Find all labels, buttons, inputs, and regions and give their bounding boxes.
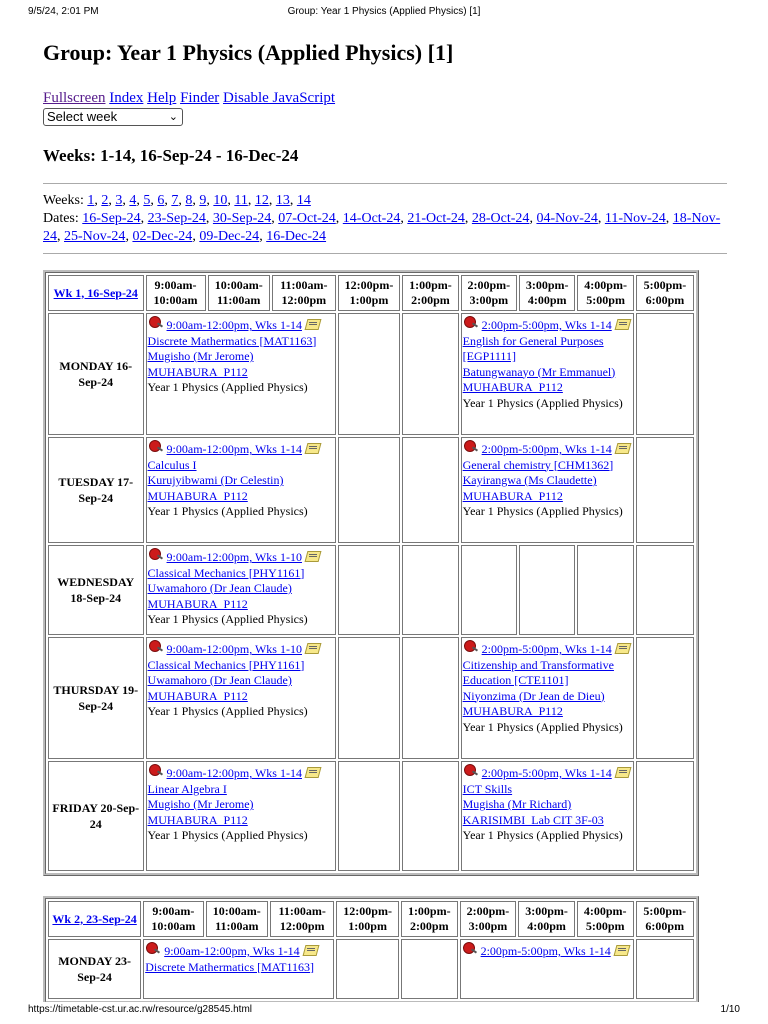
- course-link[interactable]: Discrete Mathermatics [MAT1163]: [145, 959, 315, 974]
- event-course: [463, 658, 632, 689]
- time-slot-header: [636, 901, 694, 937]
- empty-slot: [401, 939, 458, 999]
- event-group: Year 1 Physics (Applied Physics): [462, 395, 623, 410]
- week-select[interactable]: [43, 108, 183, 126]
- timetable-week-1: [43, 270, 699, 876]
- day-row: [48, 437, 694, 543]
- room-link[interactable]: MUHABURA_P112: [147, 364, 248, 379]
- time-slot-start: 12:00pm-: [344, 278, 394, 292]
- empty-slot: [636, 939, 694, 999]
- lecturer-link[interactable]: Mugisha (Mr Richard): [462, 797, 572, 811]
- header-row: [48, 275, 694, 311]
- event-room-line: [463, 380, 632, 396]
- week-link[interactable]: 7: [171, 193, 179, 208]
- time-slot-start: 2:00pm-: [466, 904, 510, 918]
- week-link[interactable]: 11: [234, 193, 248, 208]
- room-link[interactable]: MUHABURA_P112: [147, 488, 248, 503]
- empty-slot: [519, 545, 575, 635]
- print-footer: [0, 1002, 768, 1024]
- date-link[interactable]: 25-Nov-24: [64, 229, 126, 244]
- week-link[interactable]: 9: [199, 193, 207, 208]
- empty-slot: [636, 437, 694, 543]
- print-header: [0, 0, 768, 20]
- event-room-line: [463, 489, 632, 505]
- print-datetime: 9/5/24, 2:01 PM: [28, 6, 99, 17]
- event-group: Year 1 Physics (Applied Physics): [147, 828, 308, 842]
- day-label: WEDNESDAY 18-Sep-24: [48, 545, 144, 635]
- print-url: https://timetable-cst.ur.ac.rw/resource/g28545.html: [28, 1004, 252, 1015]
- event-time-link[interactable]: 9:00am-12:00pm, Wks 1-10: [166, 642, 302, 656]
- time-slot-start: 1:00pm-: [407, 904, 451, 918]
- page-title: Group: Year 1 Physics (Applied Physics) [1]: [43, 40, 454, 65]
- time-slot-start: 12:00pm-: [343, 904, 392, 918]
- divider-top: [43, 183, 727, 184]
- event-lecturer-line: [148, 581, 334, 597]
- event-time-line: [462, 942, 632, 960]
- event-course: [148, 566, 334, 582]
- course-link[interactable]: General chemistry [CHM1362]: [462, 457, 614, 472]
- event-lecturer-line: [148, 797, 334, 813]
- lecturer-link[interactable]: Mugisho (Mr Jerome): [147, 797, 254, 811]
- day-row: [48, 939, 694, 999]
- event-course: [148, 334, 334, 350]
- lecturer-link[interactable]: Kurujyibwami (Dr Celestin): [147, 473, 284, 487]
- empty-slot: [402, 637, 458, 759]
- divider-bottom: [43, 253, 727, 254]
- edit-note-icon[interactable]: [615, 641, 631, 654]
- time-slot-end: 6:00pm: [645, 293, 685, 307]
- event-cell: [146, 545, 336, 635]
- edit-note-icon[interactable]: [305, 765, 321, 778]
- time-slot-end: 10:00am: [153, 293, 198, 307]
- empty-slot: [338, 313, 400, 435]
- event-time-line: [148, 316, 334, 334]
- map-pin-icon[interactable]: [148, 640, 164, 654]
- time-slot-end: 10:00am: [151, 919, 196, 933]
- week-link[interactable]: 2: [101, 193, 109, 208]
- date-link[interactable]: 18-Nov-24: [43, 211, 721, 244]
- week-cell: [48, 275, 144, 311]
- map-pin-icon[interactable]: [463, 440, 479, 454]
- time-slot-header: [636, 275, 694, 311]
- map-pin-icon[interactable]: [145, 942, 161, 956]
- empty-slot: [402, 761, 458, 871]
- map-pin-icon[interactable]: [463, 764, 479, 778]
- event-group: Year 1 Physics (Applied Physics): [462, 828, 623, 842]
- time-slot-end: 5:00pm: [585, 919, 625, 933]
- time-slot-header: [577, 901, 634, 937]
- event-cell: [461, 761, 634, 871]
- disable-js-link[interactable]: Disable JavaScript: [222, 90, 336, 106]
- day-label: THURSDAY 19-Sep-24: [48, 637, 144, 759]
- event-time-link[interactable]: 2:00pm-5:00pm, Wks 1-14: [481, 766, 612, 780]
- time-slot-end: 6:00pm: [645, 919, 685, 933]
- map-pin-icon[interactable]: [148, 764, 164, 778]
- event-room-line: [463, 813, 632, 829]
- edit-note-icon[interactable]: [305, 549, 321, 562]
- event-time-link[interactable]: 2:00pm-5:00pm, Wks 1-14: [481, 442, 612, 456]
- time-slot-start: 5:00pm-: [643, 904, 687, 918]
- time-slot-start: 11:00am-: [278, 904, 326, 918]
- event-course: [463, 458, 632, 474]
- event-lecturer-line: [463, 473, 632, 489]
- time-slot-start: 5:00pm-: [643, 278, 687, 292]
- event-course: [463, 334, 632, 365]
- time-slot-start: 4:00pm-: [584, 278, 627, 292]
- event-room-line: [148, 365, 334, 381]
- event-group: Year 1 Physics (Applied Physics): [462, 504, 623, 518]
- time-slot-end: 11:00am: [215, 919, 259, 933]
- time-slot-end: 1:00pm: [348, 919, 387, 933]
- event-group: Year 1 Physics (Applied Physics): [462, 719, 623, 734]
- week-link[interactable]: 8: [185, 193, 193, 208]
- print-page: 1/10: [720, 1004, 740, 1015]
- course-link[interactable]: Classical Mechanics [PHY1161]: [147, 565, 305, 580]
- time-slot-end: 4:00pm: [527, 293, 567, 307]
- time-slot-end: 1:00pm: [349, 293, 389, 307]
- date-link[interactable]: 14-Oct-24: [342, 211, 401, 226]
- event-group: Year 1 Physics (Applied Physics): [147, 380, 308, 394]
- event-time-link[interactable]: 2:00pm-5:00pm, Wks 1-14: [481, 642, 612, 656]
- week-link[interactable]: 5: [143, 193, 151, 208]
- event-time-line: [148, 548, 334, 566]
- time-slot-header: [206, 901, 269, 937]
- week-heading-link[interactable]: Wk 2, 23-Sep-24: [52, 911, 137, 926]
- day-label: FRIDAY 20-Sep-24: [48, 761, 144, 871]
- event-room-line: [148, 597, 334, 613]
- time-slot-end: 3:00pm: [469, 293, 509, 307]
- dates-label: Dates:: [43, 211, 79, 226]
- time-slot-start: 10:00am-: [214, 278, 263, 292]
- day-row: [48, 761, 694, 871]
- event-cell: [460, 939, 634, 999]
- room-link[interactable]: KARISIMBI_Lab CIT 3F-03: [462, 812, 604, 827]
- event-lecturer-line: [463, 689, 632, 705]
- empty-slot: [461, 545, 517, 635]
- event-time-link[interactable]: 9:00am-12:00pm, Wks 1-10: [166, 550, 302, 564]
- event-time-link[interactable]: 9:00am-12:00pm, Wks 1-14: [166, 318, 302, 332]
- print-title: Group: Year 1 Physics (Applied Physics) [1]: [287, 6, 481, 17]
- timetable-week-2: [43, 896, 699, 1004]
- time-slot-start: 1:00pm-: [409, 278, 452, 292]
- time-slot-start: 11:00am-: [280, 278, 328, 292]
- time-slot-start: 4:00pm-: [583, 904, 627, 918]
- time-slot-start: 3:00pm-: [525, 904, 568, 918]
- edit-note-icon[interactable]: [615, 441, 631, 454]
- week-link[interactable]: 13: [275, 193, 290, 208]
- edit-note-icon[interactable]: [615, 765, 631, 778]
- empty-slot: [636, 545, 694, 635]
- time-slot-end: 2:00pm: [409, 919, 449, 933]
- time-slot-start: 9:00am-: [154, 278, 197, 292]
- empty-slot: [338, 761, 400, 871]
- dates-line: Dates: 16-Sep-24, 23-Sep-24, 30-Sep-24, 07-Oct-24, 14-Oct-24, 21-Oct-24, 28-Oct-24, 04-Nov-24, 11-Nov-24, 18-Nov-24, 25-Nov-24, 02-Dec-24, 09-Dec-24, 16-Dec-24: [43, 211, 721, 244]
- event-cell: [146, 761, 336, 871]
- course-link[interactable]: Discrete Mathermatics [MAT1163]: [147, 333, 317, 348]
- course-link[interactable]: Linear Algebra I: [147, 781, 227, 796]
- time-slot-header: [338, 275, 400, 311]
- time-slot-start: 9:00am-: [152, 904, 195, 918]
- event-time-line: [463, 640, 632, 658]
- time-slot-end: 12:00pm: [281, 293, 327, 307]
- event-course: [145, 960, 332, 976]
- time-slot-end: 11:00am: [217, 293, 261, 307]
- week-link[interactable]: 14: [296, 193, 311, 208]
- time-slot-header: [208, 275, 270, 311]
- edit-note-icon[interactable]: [303, 943, 319, 956]
- room-link[interactable]: MUHABURA_P112: [462, 704, 563, 718]
- event-time-line: [148, 440, 334, 458]
- empty-slot: [636, 761, 694, 871]
- event-lecturer-line: [148, 349, 334, 365]
- weeks-line: Weeks: 1, 2, 3, 4, 5, 6, 7, 8, 9, 10, 11, 12, 13, 14: [43, 193, 311, 208]
- empty-slot: [338, 545, 400, 635]
- course-link[interactable]: ICT Skills: [462, 781, 513, 796]
- event-course: [148, 658, 334, 674]
- time-slot-end: 5:00pm: [586, 293, 625, 307]
- event-cell: [146, 313, 336, 435]
- time-slot-header: [461, 275, 517, 311]
- date-link[interactable]: 23-Sep-24: [147, 211, 206, 226]
- empty-slot: [338, 637, 400, 759]
- empty-slot: [336, 939, 399, 999]
- edit-note-icon[interactable]: [615, 317, 631, 330]
- event-room-line: [463, 704, 632, 720]
- event-time-line: [463, 764, 632, 782]
- date-link[interactable]: 07-Oct-24: [278, 211, 336, 226]
- index-link[interactable]: Index: [109, 90, 144, 106]
- lecturer-link[interactable]: Batungwanayo (Mr Emmanuel): [462, 364, 616, 379]
- edit-note-icon[interactable]: [305, 441, 321, 454]
- edit-note-icon[interactable]: [305, 317, 321, 330]
- empty-slot: [338, 437, 400, 543]
- event-room-line: [148, 813, 334, 829]
- week-link[interactable]: 1: [87, 193, 95, 208]
- edit-note-icon[interactable]: [614, 943, 630, 956]
- day-row: [48, 313, 694, 435]
- empty-slot: [636, 313, 694, 435]
- time-slot-end: 2:00pm: [411, 293, 450, 307]
- event-group: Year 1 Physics (Applied Physics): [147, 612, 308, 626]
- event-cell: [143, 939, 334, 999]
- time-slot-end: 3:00pm: [468, 919, 508, 933]
- time-slot-header: [577, 275, 633, 311]
- week-heading-link[interactable]: Wk 1, 16-Sep-24: [53, 285, 138, 300]
- week-date-list: [43, 192, 733, 246]
- event-room-line: [148, 489, 334, 505]
- day-row: [48, 545, 694, 635]
- date-link[interactable]: 09-Dec-24: [199, 229, 260, 244]
- event-time-line: [463, 440, 632, 458]
- empty-slot: [402, 437, 458, 543]
- date-link[interactable]: 30-Sep-24: [212, 211, 272, 226]
- time-slot-start: 2:00pm-: [467, 278, 511, 292]
- empty-slot: [402, 545, 458, 635]
- event-lecturer-line: [148, 673, 334, 689]
- event-time-link[interactable]: 9:00am-12:00pm, Wks 1-14: [164, 944, 300, 958]
- time-slot-header: [402, 275, 458, 311]
- date-link[interactable]: 21-Oct-24: [407, 211, 465, 226]
- lecturer-link[interactable]: Uwamahoro (Dr Jean Claude): [147, 581, 292, 595]
- event-course: [463, 782, 632, 798]
- time-slot-header: [272, 275, 336, 311]
- help-link[interactable]: Help: [147, 90, 177, 106]
- week-link[interactable]: 12: [254, 193, 269, 208]
- time-slot-header: [336, 901, 399, 937]
- day-label: MONDAY 16-Sep-24: [48, 313, 144, 435]
- time-slot-end: 4:00pm: [527, 919, 566, 933]
- event-time-line: [148, 764, 334, 782]
- chevron-down-icon: ⌄: [168, 111, 178, 123]
- event-group: Year 1 Physics (Applied Physics): [147, 704, 308, 718]
- event-cell: [146, 637, 336, 759]
- map-pin-icon[interactable]: [462, 942, 478, 956]
- map-pin-icon[interactable]: [148, 440, 164, 454]
- event-group: Year 1 Physics (Applied Physics): [147, 504, 308, 518]
- event-cell: [461, 437, 634, 543]
- event-time-line: [145, 942, 332, 960]
- time-slot-end: 12:00pm: [279, 919, 325, 933]
- week-link[interactable]: 3: [115, 193, 123, 208]
- time-slot-header: [518, 901, 575, 937]
- date-link[interactable]: 28-Oct-24: [471, 211, 530, 226]
- day-label: TUESDAY 17-Sep-24: [48, 437, 144, 543]
- nav-links: [43, 90, 335, 107]
- event-time-link[interactable]: 2:00pm-5:00pm, Wks 1-14: [480, 944, 611, 958]
- event-lecturer-line: [463, 797, 632, 813]
- day-row: [48, 637, 694, 759]
- time-slot-header: [460, 901, 517, 937]
- event-cell: [461, 637, 634, 759]
- room-link[interactable]: MUHABURA_P112: [147, 596, 248, 611]
- weeks-label: Weeks:: [43, 193, 84, 208]
- date-link[interactable]: 11-Nov-24: [604, 211, 666, 226]
- date-link[interactable]: 04-Nov-24: [536, 211, 598, 226]
- course-link[interactable]: Classical Mechanics [PHY1161]: [147, 657, 305, 672]
- event-room-line: [148, 689, 334, 705]
- time-slot-header: [143, 901, 203, 937]
- event-time-link[interactable]: 9:00am-12:00pm, Wks 1-14: [166, 766, 302, 780]
- week-link[interactable]: 10: [213, 193, 228, 208]
- date-link[interactable]: 02-Dec-24: [132, 229, 193, 244]
- map-pin-icon[interactable]: [148, 316, 164, 330]
- lecturer-link[interactable]: Mugisho (Mr Jerome): [147, 349, 254, 363]
- event-course: [148, 782, 334, 798]
- event-cell: [146, 437, 336, 543]
- course-link[interactable]: English for General Purposes [EGP1111]: [462, 333, 604, 363]
- time-slot-header: [519, 275, 575, 311]
- event-lecturer-line: [463, 365, 632, 381]
- room-link[interactable]: MUHABURA_P112: [462, 380, 563, 394]
- lecturer-link[interactable]: Kayirangwa (Ms Claudette): [462, 473, 597, 487]
- event-time-link[interactable]: 9:00am-12:00pm, Wks 1-14: [166, 442, 302, 456]
- week-link[interactable]: 6: [157, 193, 165, 208]
- map-pin-icon[interactable]: [463, 316, 479, 330]
- event-time-line: [148, 640, 334, 658]
- finder-link[interactable]: Finder: [180, 90, 220, 106]
- event-time-line: [463, 316, 632, 334]
- course-link[interactable]: Citizenship and Transformative Education [CTE1101]: [462, 657, 614, 687]
- header-row: [48, 901, 694, 937]
- time-slot-header: [270, 901, 334, 937]
- date-link[interactable]: 16-Sep-24: [82, 211, 141, 226]
- week-link[interactable]: 4: [129, 193, 137, 208]
- empty-slot: [577, 545, 633, 635]
- map-pin-icon[interactable]: [463, 640, 479, 654]
- empty-slot: [636, 637, 694, 759]
- time-slot-start: 10:00am-: [212, 904, 261, 918]
- time-slot-start: 3:00pm-: [525, 278, 569, 292]
- empty-slot: [402, 313, 458, 435]
- fullscreen-link[interactable]: Fullscreen: [43, 90, 106, 106]
- time-slot-header: [146, 275, 206, 311]
- time-slot-header: [401, 901, 458, 937]
- course-link[interactable]: Calculus I: [147, 457, 197, 472]
- map-pin-icon[interactable]: [148, 548, 164, 562]
- event-time-link[interactable]: 2:00pm-5:00pm, Wks 1-14: [481, 318, 612, 332]
- week-select-value: Select week: [47, 109, 118, 124]
- weeks-heading: Weeks: 1-14, 16-Sep-24 - 16-Dec-24: [43, 146, 299, 165]
- lecturer-link[interactable]: Uwamahoro (Dr Jean Claude): [147, 673, 292, 687]
- day-label: MONDAY 23-Sep-24: [48, 939, 141, 999]
- edit-note-icon[interactable]: [305, 641, 321, 654]
- room-link[interactable]: MUHABURA_P112: [147, 812, 248, 827]
- room-link[interactable]: MUHABURA_P112: [147, 688, 248, 703]
- lecturer-link[interactable]: Niyonzima (Dr Jean de Dieu): [462, 688, 605, 703]
- date-link[interactable]: 16-Dec-24: [266, 229, 327, 244]
- room-link[interactable]: MUHABURA_P112: [462, 488, 563, 503]
- event-lecturer-line: [148, 473, 334, 489]
- event-course: [148, 458, 334, 474]
- event-cell: [461, 313, 634, 435]
- week-cell: [48, 901, 141, 937]
